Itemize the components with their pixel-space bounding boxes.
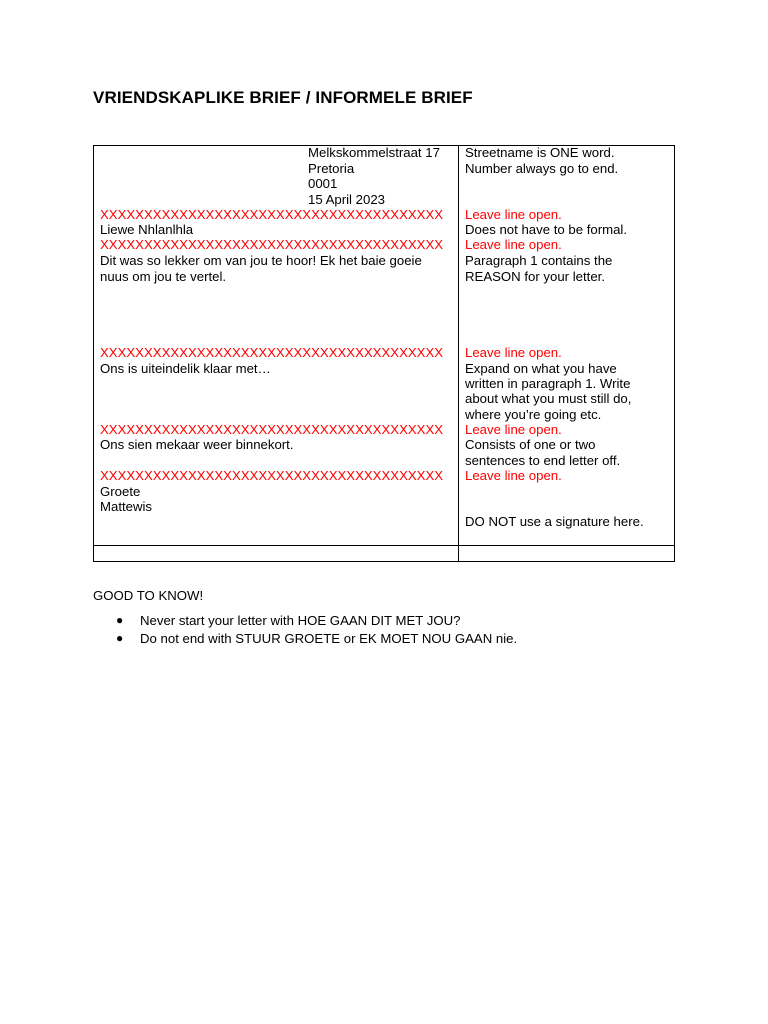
- address-street: Melkskommelstraat 17: [308, 145, 440, 160]
- address-city: Pretoria: [308, 160, 355, 176]
- document-title: VRIENDSKAPLIKE BRIEF / INFORMELE BRIEF: [93, 88, 473, 107]
- good-to-know-heading: GOOD TO KNOW!: [93, 588, 204, 603]
- note-para2-3: about what you must still do,: [465, 391, 632, 406]
- note-para2-4: where you’re going etc.: [465, 407, 602, 422]
- letter-sender-name: Mattewis: [100, 499, 153, 514]
- paragraph-2: Ons is uiteindelik klaar met…: [100, 361, 271, 376]
- paragraph-1-line-2: nuus om jou te vertel.: [100, 269, 227, 284]
- bullet-icon: ●: [116, 631, 124, 645]
- note-para1-1: Paragraph 1 contains the: [465, 253, 613, 268]
- note-leave-open-4: Leave line open.: [465, 422, 562, 437]
- letter-date: 15 April 2023: [308, 191, 385, 207]
- tip-item-2: Do not end with STUUR GROETE or EK MOET NOU GAAN nie.: [140, 631, 518, 646]
- gap-line-5: XXXXXXXXXXXXXXXXXXXXXXXXXXXXXXXXXXXXXXX: [100, 468, 444, 483]
- note-street-1: Streetname is ONE word.: [465, 145, 615, 160]
- gap-line-3: XXXXXXXXXXXXXXXXXXXXXXXXXXXXXXXXXXXXXXX: [100, 345, 444, 360]
- gap-line-2: XXXXXXXXXXXXXXXXXXXXXXXXXXXXXXXXXXXXXXX: [100, 237, 444, 252]
- paragraph-1-line-1: Dit was so lekker om van jou te hoor! Ek het baie goeie: [100, 253, 422, 268]
- note-leave-open-5: Leave line open.: [465, 468, 562, 483]
- note-signature: DO NOT use a signature here.: [465, 514, 644, 529]
- gap-line-4: XXXXXXXXXXXXXXXXXXXXXXXXXXXXXXXXXXXXXXX: [100, 422, 444, 437]
- letter-greeting: Liewe Nhlanlhla: [100, 222, 194, 237]
- note-para2-2: written in paragraph 1. Write: [465, 376, 631, 391]
- letter-closing: Groete: [100, 484, 141, 499]
- note-para3-2: sentences to end letter off.: [465, 453, 621, 468]
- note-greeting: Does not have to be formal.: [465, 222, 628, 237]
- note-para1-2: REASON for your letter.: [465, 269, 605, 284]
- paragraph-3: Ons sien mekaar weer binnekort.: [100, 437, 294, 452]
- note-leave-open-2: Leave line open.: [465, 237, 562, 252]
- note-para2-1: Expand on what you have: [465, 361, 617, 376]
- note-leave-open-1: Leave line open.: [465, 207, 562, 222]
- tip-item-1: Never start your letter with HOE GAAN DIT MET JOU?: [140, 613, 461, 628]
- note-street-2: Number always go to end.: [465, 161, 619, 176]
- table-row-divider: [93, 545, 675, 546]
- bullet-icon: ●: [116, 613, 124, 627]
- table-column-divider: [458, 145, 459, 562]
- note-para3-1: Consists of one or two: [465, 437, 596, 452]
- note-leave-open-3: Leave line open.: [465, 345, 562, 360]
- gap-line-1: XXXXXXXXXXXXXXXXXXXXXXXXXXXXXXXXXXXXXXX: [100, 207, 444, 222]
- address-code: 0001: [308, 176, 338, 191]
